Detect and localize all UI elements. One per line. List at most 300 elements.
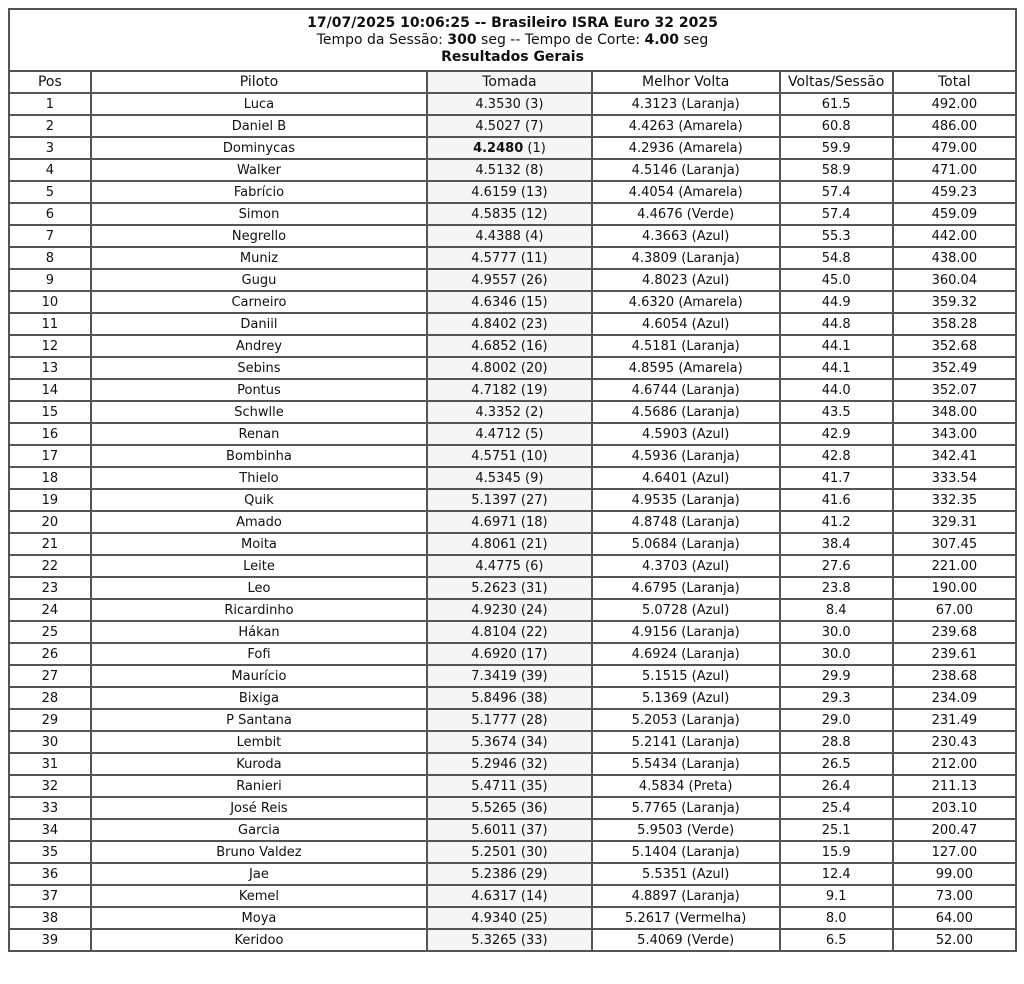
- cell-melhor-volta: 5.0728 (Azul): [592, 599, 780, 621]
- cell-pos: 10: [9, 291, 91, 313]
- cell-tomada: [427, 511, 592, 533]
- cell-piloto: Bombinha: [91, 445, 427, 467]
- tomada-rank: (19): [516, 382, 548, 398]
- table-row: [9, 225, 1016, 247]
- cell-voltas-sessao: 8.0: [780, 907, 893, 929]
- cell-pos: 27: [9, 665, 91, 687]
- cell-total: 342.41: [893, 445, 1016, 467]
- tomada-time: 5.4711: [471, 778, 517, 794]
- table-row: [9, 203, 1016, 225]
- cell-total: 358.28: [893, 313, 1016, 335]
- cell-pos: 29: [9, 709, 91, 731]
- session-time-value: 300: [447, 32, 477, 48]
- cell-pos: 6: [9, 203, 91, 225]
- cell-total: 239.68: [893, 621, 1016, 643]
- cell-piloto: Andrey: [91, 335, 427, 357]
- cell-pos: 20: [9, 511, 91, 533]
- cell-tomada: [427, 643, 592, 665]
- tomada-rank: (35): [516, 778, 548, 794]
- cell-voltas-sessao: 57.4: [780, 203, 893, 225]
- tomada-rank: (30): [516, 844, 548, 860]
- cell-voltas-sessao: 29.3: [780, 687, 893, 709]
- cell-tomada: [427, 797, 592, 819]
- table-row: [9, 247, 1016, 269]
- table-row: [9, 379, 1016, 401]
- tomada-time: 4.5777: [471, 250, 517, 266]
- tomada-rank: (37): [516, 822, 548, 838]
- tomada-time: 5.2501: [471, 844, 517, 860]
- cell-pos: 34: [9, 819, 91, 841]
- cell-pos: 18: [9, 467, 91, 489]
- cell-piloto: Lembit: [91, 731, 427, 753]
- cell-total: 442.00: [893, 225, 1016, 247]
- tomada-rank: (29): [516, 866, 548, 882]
- tomada-time: 4.6852: [471, 338, 517, 354]
- cell-melhor-volta: 4.4263 (Amarela): [592, 115, 780, 137]
- cell-piloto: Daniil: [91, 313, 427, 335]
- cell-melhor-volta: 5.1369 (Azul): [592, 687, 780, 709]
- cell-melhor-volta: 4.4054 (Amarela): [592, 181, 780, 203]
- cell-melhor-volta: 4.3123 (Laranja): [592, 93, 780, 115]
- cell-melhor-volta: 4.3703 (Azul): [592, 555, 780, 577]
- cut-time-unit: seg: [679, 32, 709, 48]
- cell-piloto: Daniel B: [91, 115, 427, 137]
- cell-voltas-sessao: 27.6: [780, 555, 893, 577]
- cell-melhor-volta: 4.2936 (Amarela): [592, 137, 780, 159]
- tomada-time: 7.3419: [471, 668, 517, 684]
- cell-melhor-volta: 4.8595 (Amarela): [592, 357, 780, 379]
- cell-voltas-sessao: 30.0: [780, 621, 893, 643]
- cell-melhor-volta: 4.5181 (Laranja): [592, 335, 780, 357]
- cell-voltas-sessao: 54.8: [780, 247, 893, 269]
- table-row: [9, 863, 1016, 885]
- table-row: [9, 93, 1016, 115]
- cell-voltas-sessao: 12.4: [780, 863, 893, 885]
- table-row: [9, 929, 1016, 951]
- table-row: [9, 665, 1016, 687]
- cell-piloto: Walker: [91, 159, 427, 181]
- cell-piloto: Simon: [91, 203, 427, 225]
- cell-voltas-sessao: 60.8: [780, 115, 893, 137]
- cell-tomada: [427, 467, 592, 489]
- cell-total: 52.00: [893, 929, 1016, 951]
- cell-melhor-volta: 4.9156 (Laranja): [592, 621, 780, 643]
- cell-voltas-sessao: 30.0: [780, 643, 893, 665]
- cell-pos: 2: [9, 115, 91, 137]
- table-row: [9, 423, 1016, 445]
- tomada-time: 4.8104: [471, 624, 517, 640]
- cell-tomada: [427, 357, 592, 379]
- cell-tomada: [427, 489, 592, 511]
- cell-tomada: [427, 423, 592, 445]
- tomada-time: 5.3674: [471, 734, 517, 750]
- cell-piloto: Bixiga: [91, 687, 427, 709]
- cell-piloto: Carneiro: [91, 291, 427, 313]
- tomada-time: 5.2386: [471, 866, 517, 882]
- cell-tomada: [427, 313, 592, 335]
- cell-piloto: Negrello: [91, 225, 427, 247]
- cell-melhor-volta: 5.1404 (Laranja): [592, 841, 780, 863]
- tomada-rank: (24): [516, 602, 548, 618]
- cell-pos: 21: [9, 533, 91, 555]
- cell-total: 238.68: [893, 665, 1016, 687]
- cell-voltas-sessao: 42.8: [780, 445, 893, 467]
- tomada-rank: (31): [516, 580, 548, 596]
- cell-voltas-sessao: 44.0: [780, 379, 893, 401]
- results-subtitle: Resultados Gerais: [441, 49, 584, 65]
- table-row: [9, 555, 1016, 577]
- cell-tomada: [427, 247, 592, 269]
- cell-piloto: Fofi: [91, 643, 427, 665]
- cell-piloto: Renan: [91, 423, 427, 445]
- cell-tomada: [427, 533, 592, 555]
- cell-voltas-sessao: 29.9: [780, 665, 893, 687]
- cell-pos: 23: [9, 577, 91, 599]
- cell-voltas-sessao: 44.1: [780, 335, 893, 357]
- tomada-rank: (1): [523, 140, 546, 156]
- tomada-rank: (12): [516, 206, 548, 222]
- tomada-rank: (18): [516, 514, 548, 530]
- tomada-time: 4.4775: [475, 558, 521, 574]
- table-row: [9, 577, 1016, 599]
- table-row: [9, 731, 1016, 753]
- cell-tomada: [427, 291, 592, 313]
- cell-piloto: Thielo: [91, 467, 427, 489]
- cell-voltas-sessao: 29.0: [780, 709, 893, 731]
- cell-total: 333.54: [893, 467, 1016, 489]
- cell-pos: 36: [9, 863, 91, 885]
- tomada-rank: (3): [520, 96, 544, 112]
- cell-melhor-volta: 5.0684 (Laranja): [592, 533, 780, 555]
- cell-total: 67.00: [893, 599, 1016, 621]
- cell-piloto: Kuroda: [91, 753, 427, 775]
- cell-tomada: [427, 269, 592, 291]
- cell-piloto: Hákan: [91, 621, 427, 643]
- cell-tomada: [427, 335, 592, 357]
- cell-piloto: Pontus: [91, 379, 427, 401]
- cell-voltas-sessao: 44.1: [780, 357, 893, 379]
- cell-total: 239.61: [893, 643, 1016, 665]
- tomada-time: 4.5751: [471, 448, 517, 464]
- tomada-time: 5.2946: [471, 756, 517, 772]
- table-row: [9, 445, 1016, 467]
- cell-tomada: [427, 687, 592, 709]
- table-row: [9, 753, 1016, 775]
- cell-total: 459.09: [893, 203, 1016, 225]
- column-header-melhor-volta: Melhor Volta: [592, 71, 780, 93]
- tomada-time: 4.4712: [475, 426, 521, 442]
- table-row: [9, 115, 1016, 137]
- cell-voltas-sessao: 23.8: [780, 577, 893, 599]
- tomada-rank: (27): [516, 492, 548, 508]
- tomada-rank: (9): [520, 470, 544, 486]
- column-header-voltas-sessao: Voltas/Sessão: [780, 71, 893, 93]
- cell-voltas-sessao: 61.5: [780, 93, 893, 115]
- cell-tomada: [427, 775, 592, 797]
- table-row: [9, 181, 1016, 203]
- cell-melhor-volta: 5.9503 (Verde): [592, 819, 780, 841]
- cell-melhor-volta: 4.3663 (Azul): [592, 225, 780, 247]
- cell-piloto: Bruno Valdez: [91, 841, 427, 863]
- tomada-rank: (5): [520, 426, 544, 442]
- tomada-time: 4.9557: [471, 272, 517, 288]
- tomada-rank: (11): [516, 250, 548, 266]
- table-row: [9, 269, 1016, 291]
- column-header-tomada: Tomada: [427, 71, 592, 93]
- cell-pos: 25: [9, 621, 91, 643]
- cell-melhor-volta: 4.3809 (Laranja): [592, 247, 780, 269]
- cut-time-label: seg -- Tempo de Corte:: [476, 32, 645, 48]
- tomada-rank: (20): [516, 360, 548, 376]
- cell-pos: 14: [9, 379, 91, 401]
- cell-total: 492.00: [893, 93, 1016, 115]
- cell-pos: 8: [9, 247, 91, 269]
- tomada-time: 4.7182: [471, 382, 517, 398]
- cell-pos: 3: [9, 137, 91, 159]
- tomada-time: 5.3265: [471, 932, 517, 948]
- cell-piloto: Moita: [91, 533, 427, 555]
- cell-total: 360.04: [893, 269, 1016, 291]
- cell-total: 459.23: [893, 181, 1016, 203]
- cell-melhor-volta: 4.6744 (Laranja): [592, 379, 780, 401]
- cell-total: 479.00: [893, 137, 1016, 159]
- cell-tomada: [427, 907, 592, 929]
- table-row: [9, 159, 1016, 181]
- cell-piloto: Jae: [91, 863, 427, 885]
- cell-total: 212.00: [893, 753, 1016, 775]
- table-row: [9, 797, 1016, 819]
- cell-pos: 9: [9, 269, 91, 291]
- cell-melhor-volta: 4.6401 (Azul): [592, 467, 780, 489]
- cell-total: 73.00: [893, 885, 1016, 907]
- tomada-time: 4.6159: [471, 184, 517, 200]
- cell-pos: 30: [9, 731, 91, 753]
- tomada-time: 5.6011: [471, 822, 517, 838]
- tomada-time: 4.8061: [471, 536, 517, 552]
- cell-melhor-volta: 4.6924 (Laranja): [592, 643, 780, 665]
- tomada-time: 4.6346: [471, 294, 517, 310]
- tomada-rank: (36): [516, 800, 548, 816]
- cell-pos: 12: [9, 335, 91, 357]
- cell-pos: 17: [9, 445, 91, 467]
- cell-voltas-sessao: 38.4: [780, 533, 893, 555]
- results-body: [9, 93, 1016, 951]
- cell-total: 200.47: [893, 819, 1016, 841]
- cell-melhor-volta: 4.6320 (Amarela): [592, 291, 780, 313]
- cell-total: 471.00: [893, 159, 1016, 181]
- cut-time-value: 4.00: [644, 32, 680, 48]
- cell-tomada: [427, 731, 592, 753]
- cell-tomada: [427, 753, 592, 775]
- cell-piloto: Dominycas: [91, 137, 427, 159]
- cell-tomada: [427, 577, 592, 599]
- column-header-pos: Pos: [9, 71, 91, 93]
- cell-piloto: Garcia: [91, 819, 427, 841]
- cell-piloto: Amado: [91, 511, 427, 533]
- tomada-rank: (16): [516, 338, 548, 354]
- tomada-rank: (15): [516, 294, 548, 310]
- tomada-rank: (6): [520, 558, 544, 574]
- cell-melhor-volta: 4.8023 (Azul): [592, 269, 780, 291]
- cell-melhor-volta: 5.1515 (Azul): [592, 665, 780, 687]
- cell-voltas-sessao: 43.5: [780, 401, 893, 423]
- cell-pos: 22: [9, 555, 91, 577]
- cell-total: 230.43: [893, 731, 1016, 753]
- tomada-time: 4.9230: [471, 602, 517, 618]
- table-row: [9, 687, 1016, 709]
- table-row: [9, 885, 1016, 907]
- tomada-rank: (38): [516, 690, 548, 706]
- cell-pos: 37: [9, 885, 91, 907]
- cell-piloto: Keridoo: [91, 929, 427, 951]
- cell-voltas-sessao: 9.1: [780, 885, 893, 907]
- table-row: [9, 489, 1016, 511]
- tomada-rank: (39): [516, 668, 548, 684]
- cell-melhor-volta: 5.2053 (Laranja): [592, 709, 780, 731]
- table-row: [9, 291, 1016, 313]
- cell-piloto: Moya: [91, 907, 427, 929]
- cell-melhor-volta: 4.5146 (Laranja): [592, 159, 780, 181]
- cell-melhor-volta: 4.9535 (Laranja): [592, 489, 780, 511]
- cell-voltas-sessao: 15.9: [780, 841, 893, 863]
- cell-voltas-sessao: 59.9: [780, 137, 893, 159]
- cell-melhor-volta: 4.5903 (Azul): [592, 423, 780, 445]
- tomada-time: 5.2623: [471, 580, 517, 596]
- table-row: [9, 401, 1016, 423]
- cell-total: 64.00: [893, 907, 1016, 929]
- tomada-rank: (17): [516, 646, 548, 662]
- cell-melhor-volta: 5.4069 (Verde): [592, 929, 780, 951]
- cell-total: 352.49: [893, 357, 1016, 379]
- cell-voltas-sessao: 8.4: [780, 599, 893, 621]
- cell-total: 234.09: [893, 687, 1016, 709]
- cell-piloto: José Reis: [91, 797, 427, 819]
- table-row: [9, 709, 1016, 731]
- column-header-piloto: Piloto: [91, 71, 427, 93]
- table-row: [9, 599, 1016, 621]
- page-title: 17/07/2025 10:06:25 -- Brasileiro ISRA Euro 32 2025: [307, 15, 718, 31]
- cell-total: 486.00: [893, 115, 1016, 137]
- cell-voltas-sessao: 44.8: [780, 313, 893, 335]
- tomada-rank: (33): [516, 932, 548, 948]
- tomada-time: 4.6971: [471, 514, 517, 530]
- tomada-time: 4.6317: [471, 888, 517, 904]
- cell-total: 359.32: [893, 291, 1016, 313]
- cell-voltas-sessao: 26.5: [780, 753, 893, 775]
- cell-melhor-volta: 4.4676 (Verde): [592, 203, 780, 225]
- cell-total: 329.31: [893, 511, 1016, 533]
- cell-tomada: [427, 137, 592, 159]
- tomada-time: 4.2480: [473, 140, 524, 156]
- cell-voltas-sessao: 25.1: [780, 819, 893, 841]
- cell-pos: 5: [9, 181, 91, 203]
- cell-voltas-sessao: 26.4: [780, 775, 893, 797]
- cell-melhor-volta: 4.6054 (Azul): [592, 313, 780, 335]
- cell-tomada: [427, 885, 592, 907]
- tomada-time: 4.4388: [475, 228, 521, 244]
- cell-voltas-sessao: 41.6: [780, 489, 893, 511]
- cell-piloto: Luca: [91, 93, 427, 115]
- cell-voltas-sessao: 45.0: [780, 269, 893, 291]
- cell-tomada: [427, 621, 592, 643]
- cell-melhor-volta: 5.7765 (Laranja): [592, 797, 780, 819]
- cell-total: 211.13: [893, 775, 1016, 797]
- cell-piloto: Leo: [91, 577, 427, 599]
- cell-piloto: Quik: [91, 489, 427, 511]
- cell-tomada: [427, 203, 592, 225]
- cell-piloto: Kemel: [91, 885, 427, 907]
- table-row: [9, 313, 1016, 335]
- cell-tomada: [427, 599, 592, 621]
- cell-total: 231.49: [893, 709, 1016, 731]
- tomada-rank: (32): [516, 756, 548, 772]
- tomada-rank: (25): [516, 910, 548, 926]
- tomada-time: 4.5835: [471, 206, 517, 222]
- cell-piloto: Sebins: [91, 357, 427, 379]
- tomada-rank: (28): [516, 712, 548, 728]
- cell-tomada: [427, 115, 592, 137]
- tomada-time: 4.5345: [475, 470, 521, 486]
- cell-total: 127.00: [893, 841, 1016, 863]
- cell-total: 221.00: [893, 555, 1016, 577]
- cell-voltas-sessao: 6.5: [780, 929, 893, 951]
- cell-piloto: Gugu: [91, 269, 427, 291]
- cell-voltas-sessao: 42.9: [780, 423, 893, 445]
- tomada-time: 4.3530: [475, 96, 521, 112]
- cell-tomada: [427, 555, 592, 577]
- table-row: [9, 467, 1016, 489]
- cell-pos: 28: [9, 687, 91, 709]
- tomada-time: 4.8402: [471, 316, 517, 332]
- table-row: [9, 819, 1016, 841]
- cell-voltas-sessao: 41.7: [780, 467, 893, 489]
- cell-voltas-sessao: 25.4: [780, 797, 893, 819]
- cell-melhor-volta: 5.5351 (Azul): [592, 863, 780, 885]
- cell-total: 203.10: [893, 797, 1016, 819]
- tomada-time: 5.1777: [471, 712, 517, 728]
- tomada-rank: (7): [520, 118, 544, 134]
- cell-total: 190.00: [893, 577, 1016, 599]
- cell-pos: 7: [9, 225, 91, 247]
- cell-pos: 11: [9, 313, 91, 335]
- table-row: [9, 643, 1016, 665]
- cell-tomada: [427, 929, 592, 951]
- cell-tomada: [427, 159, 592, 181]
- cell-piloto: Ricardinho: [91, 599, 427, 621]
- cell-pos: 4: [9, 159, 91, 181]
- cell-total: 332.35: [893, 489, 1016, 511]
- cell-melhor-volta: 4.5936 (Laranja): [592, 445, 780, 467]
- cell-tomada: [427, 93, 592, 115]
- cell-total: 348.00: [893, 401, 1016, 423]
- tomada-rank: (26): [516, 272, 548, 288]
- cell-melhor-volta: 4.8748 (Laranja): [592, 511, 780, 533]
- cell-melhor-volta: 4.5686 (Laranja): [592, 401, 780, 423]
- cell-tomada: [427, 225, 592, 247]
- cell-pos: 32: [9, 775, 91, 797]
- cell-tomada: [427, 445, 592, 467]
- cell-total: 99.00: [893, 863, 1016, 885]
- tomada-rank: (10): [516, 448, 548, 464]
- tomada-rank: (22): [516, 624, 548, 640]
- tomada-time: 4.6920: [471, 646, 517, 662]
- tomada-rank: (34): [516, 734, 548, 750]
- session-time-label: Tempo da Sessão:: [316, 32, 448, 48]
- cell-pos: 39: [9, 929, 91, 951]
- cell-pos: 13: [9, 357, 91, 379]
- table-row: [9, 621, 1016, 643]
- cell-pos: 38: [9, 907, 91, 929]
